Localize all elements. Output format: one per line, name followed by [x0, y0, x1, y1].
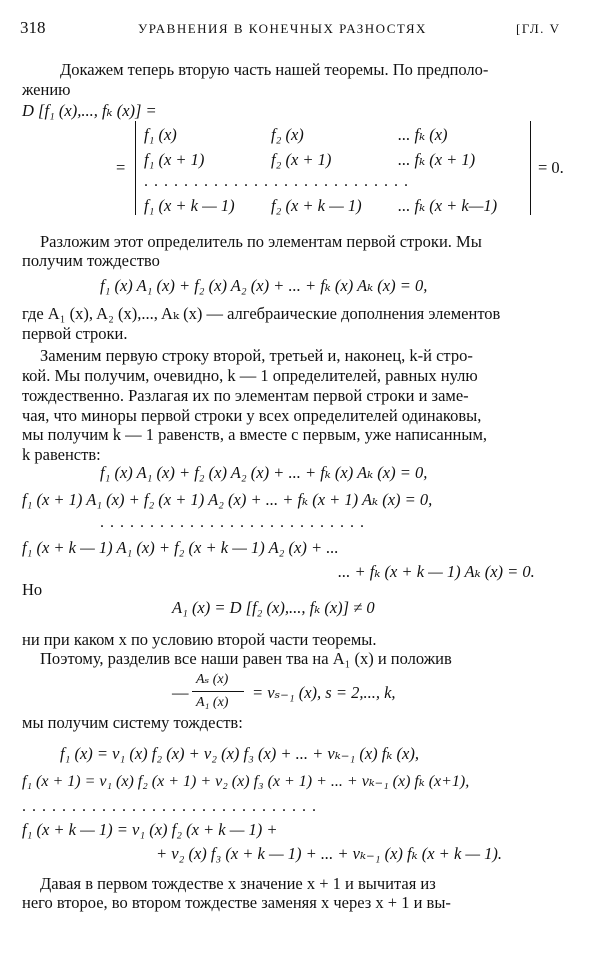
text-line: тождественно. Разлагая их по элементам первой строки и заме- [22, 386, 469, 405]
page-number: 318 [20, 18, 46, 37]
text-line: мы получим систему тождеств: [22, 713, 243, 732]
text-line: получим тождество [22, 251, 160, 270]
text-line: Докажем теперь вторую часть нашей теоремы. По предполо- [60, 60, 489, 79]
formula: f₁ (x + 1) = v₁ (x) f₂ (x + 1) + v₂ (x) f₃ (x + 1) + ... + vₖ₋₁ (x) fₖ (x+1), [22, 773, 470, 790]
fraction-minus: — [172, 683, 189, 702]
text-line: Поэтому, разделив все наши равен тва на A₁ (x) и положив [40, 649, 452, 668]
formula: A₁ (x) = D [f₂ (x),..., fₖ (x)] ≠ 0 [172, 598, 375, 617]
formula: f₁ (x) A₁ (x) + f₂ (x) A₂ (x) + ... + fₖ (x) Aₖ (x) = 0, [100, 276, 428, 295]
fraction-numerator: Aₛ (x) [196, 672, 229, 687]
text-line: него второе, во втором тождестве заменяя x через x + 1 и вы- [22, 893, 451, 912]
matrix-dots: ........................... [144, 173, 414, 190]
matrix-cell: f₁ (x) [144, 125, 177, 144]
text-line: Но [22, 580, 43, 599]
text-line: жению [22, 80, 71, 99]
formula-dots: .............................. [22, 798, 322, 815]
formula: + v₂ (x) f₃ (x + k — 1) + ... + vₖ₋₁ (x) fₖ (x + k — 1). [156, 844, 503, 863]
formula: f₁ (x + k — 1) A₁ (x) + f₂ (x + k — 1) A₂ (x) + ... [22, 538, 339, 557]
equals-sign: = [116, 158, 126, 177]
matrix-cell: f₁ (x + k — 1) [144, 196, 235, 215]
text-line: ни при каком x по условию второй части теоремы. [22, 630, 377, 649]
matrix-cell: ... fₖ (x + k—1) [398, 196, 498, 215]
matrix-cell: f₂ (x + k — 1) [271, 196, 362, 215]
text-line: Давая в первом тождестве x значение x + 1 и вычитая из [40, 874, 436, 893]
determinant-lhs: D [f₁ (x),..., fₖ (x)] = [22, 101, 157, 120]
matrix-cell: ... fₖ (x) [398, 125, 448, 144]
equals-zero: = 0. [538, 158, 564, 177]
text-line: k равенств: [22, 445, 101, 464]
formula: f₁ (x + 1) A₁ (x) + f₂ (x + 1) A₂ (x) + ... + fₖ (x + 1) Aₖ (x) = 0, [22, 490, 433, 509]
formula: = vₛ₋₁ (x), s = 2,..., k, [252, 683, 396, 702]
text-line: чая, что миноры первой строки у всех определителей одинаковы, [22, 406, 482, 425]
formula: f₁ (x) = v₁ (x) f₂ (x) + v₂ (x) f₃ (x) + ... + vₖ₋₁ (x) fₖ (x), [60, 744, 419, 763]
text-line: мы получим k — 1 равенств, а вместе с первым, уже написанным, [22, 425, 488, 444]
fraction-denominator: A₁ (x) [196, 695, 229, 710]
text-line: кой. Мы получим, очевидно, k — 1 определителей, равных нулю [22, 366, 478, 385]
matrix-cell: f₂ (x + 1) [271, 150, 332, 169]
matrix-cell: ... fₖ (x + 1) [398, 150, 476, 169]
matrix-cell: f₂ (x) [271, 125, 304, 144]
formula: ... + fₖ (x + k — 1) Aₖ (x) = 0. [338, 562, 535, 581]
formula: f₁ (x) A₁ (x) + f₂ (x) A₂ (x) + ... + fₖ (x) Aₖ (x) = 0, [100, 463, 428, 482]
determinant-left-bar [135, 121, 136, 215]
determinant-right-bar [530, 121, 531, 215]
fraction-bar [192, 691, 244, 692]
text-line: Заменим первую строку второй, третьей и, наконец, k-й стро- [40, 346, 473, 365]
text-line: где A₁ (x), A₂ (x),..., Aₖ (x) — алгебраические дополнения элементов [22, 304, 501, 323]
text-line: Разложим этот определитель по элементам первой строки. Мы [40, 232, 482, 251]
formula: f₁ (x + k — 1) = v₁ (x) f₂ (x + k — 1) + [22, 820, 278, 839]
text-line: первой строки. [22, 324, 128, 343]
formula-dots: ........................... [100, 514, 370, 531]
chapter-label: [ГЛ. V [516, 21, 561, 36]
matrix-cell: f₁ (x + 1) [144, 150, 205, 169]
running-title: УРАВНЕНИЯ В КОНЕЧНЫХ РАЗНОСТЯХ [138, 21, 427, 36]
